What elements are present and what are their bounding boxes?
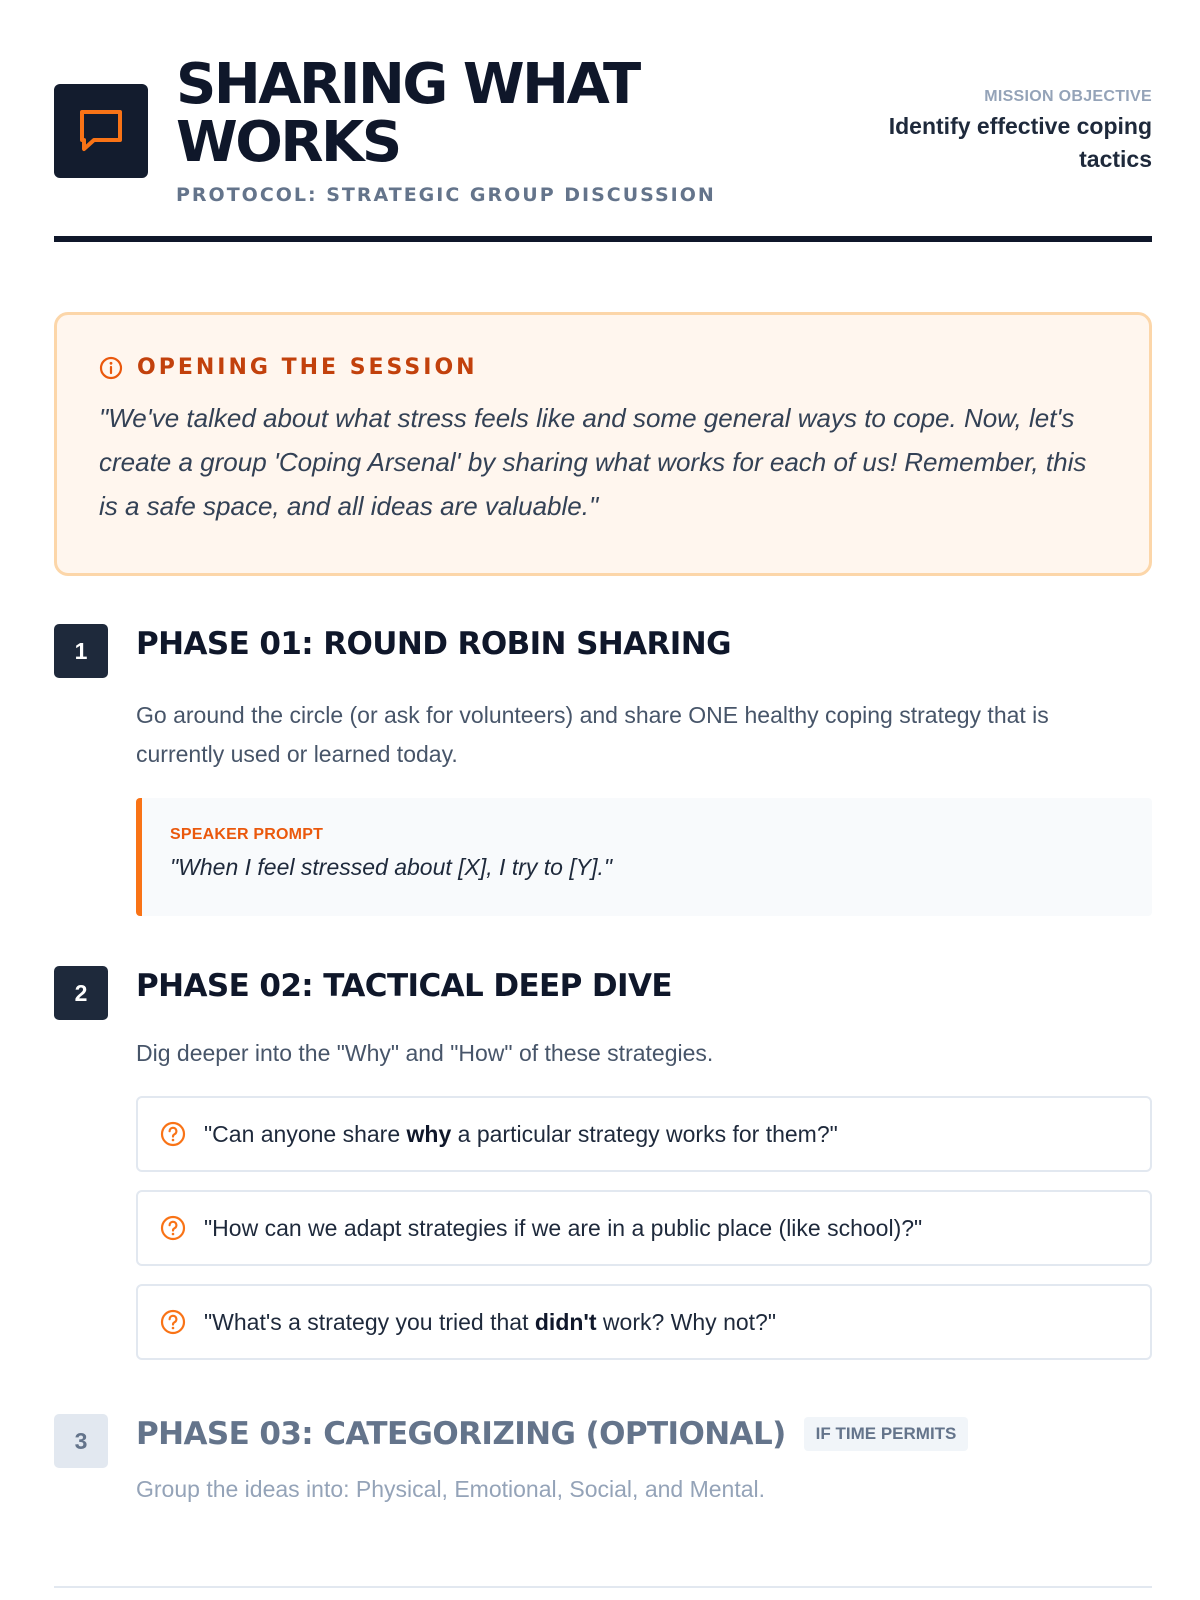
objective-text xyxy=(832,110,1152,176)
objective-label: MISSION OBJECTIVE xyxy=(984,88,1152,105)
footer-divider xyxy=(54,1586,1152,1588)
opening-quote: "We've talked about what stress feels like and some general ways to cope. Now, let's create a group 'Coping Arsenal' by sharing what works for each of us! Remember, this is a safe space, and all ideas are valuable." xyxy=(99,403,1087,521)
phase-description: Group the ideas into: Physical, Emotional, Social, and Mental. xyxy=(136,1476,766,1502)
phase-title xyxy=(136,1416,968,1452)
question-text: "Can anyone share why a particular strategy works for them?" xyxy=(204,1120,838,1147)
prompt-text: "When I feel stressed about [X], I try to [Y]." xyxy=(170,854,613,880)
chat-bubble-icon xyxy=(76,106,126,156)
phase-title: PHASE 01: ROUND ROBIN SHARING xyxy=(136,626,731,662)
phase-description: Dig deeper into the "Why" and "How" of these strategies. xyxy=(136,1040,714,1066)
opening-header xyxy=(99,355,1107,380)
page-header xyxy=(54,52,1152,242)
page-title xyxy=(176,52,776,175)
question-circle-icon xyxy=(160,1309,186,1335)
title-line-2: WORKS xyxy=(176,110,400,175)
opening-title: OPENING THE SESSION xyxy=(137,355,478,380)
question-text: "What's a strategy you tried that didn't work? Why not?" xyxy=(204,1308,776,1335)
logo xyxy=(54,84,148,178)
if-time-permits-badge: IF TIME PERMITS xyxy=(804,1417,969,1451)
info-icon xyxy=(99,356,123,380)
header-divider xyxy=(54,236,1152,242)
mission-objective xyxy=(832,88,1152,176)
objective-line-2: tactics xyxy=(1079,146,1152,172)
question-circle-icon xyxy=(160,1121,186,1147)
opening-session-box xyxy=(54,312,1152,576)
question-circle-icon xyxy=(160,1215,186,1241)
question-card xyxy=(136,1190,1152,1266)
phase-number: 1 xyxy=(54,624,108,678)
question-text: "How can we adapt strategies if we are in a public place (like school)?" xyxy=(204,1214,923,1241)
question-card xyxy=(136,1284,1152,1360)
phase-title: PHASE 02: TACTICAL DEEP DIVE xyxy=(136,968,672,1004)
objective-line-1: Identify effective coping xyxy=(888,113,1152,139)
question-card xyxy=(136,1096,1152,1172)
phase-title-text: PHASE 03: CATEGORIZING (OPTIONAL) xyxy=(136,1416,786,1452)
phase-description: Go around the circle (or ask for volunteers) and share ONE healthy coping strategy that is currently used or learned today. xyxy=(136,702,1049,767)
speaker-prompt-box xyxy=(136,798,1152,916)
page-subtitle: PROTOCOL: STRATEGIC GROUP DISCUSSION xyxy=(176,184,716,206)
title-line-1: SHARING WHAT xyxy=(176,52,639,117)
phase-number: 2 xyxy=(54,966,108,1020)
prompt-label: SPEAKER PROMPT xyxy=(170,826,324,843)
phase-number: 3 xyxy=(54,1414,108,1468)
